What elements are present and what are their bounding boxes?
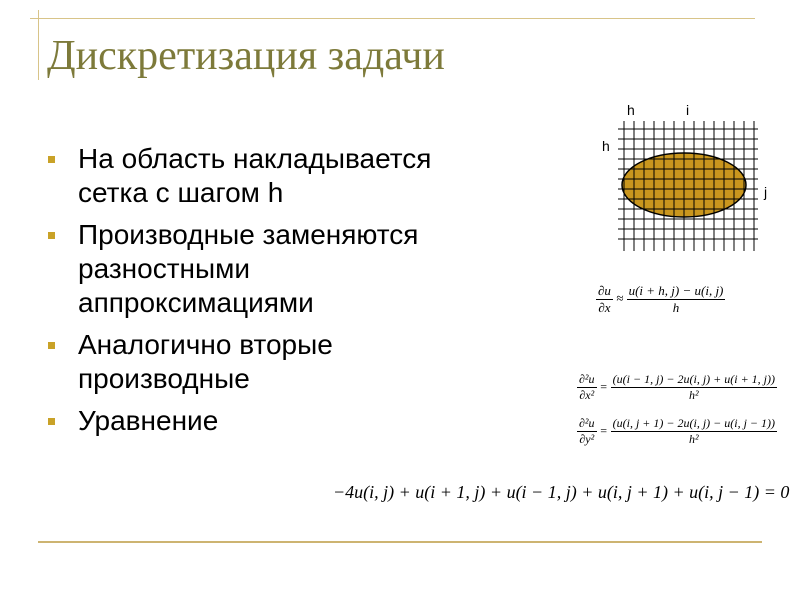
fraction [611,416,777,447]
formula-equation: −4u(i, j) + u(i + 1, j) + u(i − 1, j) + u(i, j + 1) + u(i, j − 1) = 0 [333,482,790,502]
grid-label-i: i [686,102,690,118]
bullet-text: На область накладывается сетка с шагом h [78,143,432,208]
bullet-square-icon [48,418,55,425]
denominator: ∂y² [579,432,595,446]
grid-label-h-top: h [627,102,635,118]
denominator: h [672,300,680,315]
fraction [596,283,613,316]
numerator: ∂²u [579,416,595,430]
bullet-item [48,142,518,210]
top-rule [30,18,755,19]
bullet-item [48,404,518,438]
formula-first-derivative [596,283,725,316]
fraction [577,372,597,403]
denominator: ∂x² [579,388,595,402]
bullet-square-icon [48,156,55,163]
numerator: (u(i, j + 1) − 2u(i, j) − u(i, j − 1)) [612,416,776,430]
denominator: h² [689,432,699,446]
bullet-item [48,328,518,396]
formula-second-y [577,416,777,447]
numerator: ∂u [598,283,611,298]
fraction [611,372,777,403]
fraction [627,283,726,316]
equals-sign: = [599,423,608,438]
denominator: h² [689,388,699,402]
denominator: ∂x [598,300,611,315]
bullet-text: Уравнение [78,405,219,436]
approx-sign: ≈ [616,290,624,306]
fraction [577,416,597,447]
numerator: u(i + h, j) − u(i, j) [628,283,724,298]
slide-title: Дискретизация задачи [47,33,445,79]
bullet-square-icon [48,342,55,349]
numerator: ∂²u [579,372,595,386]
bullet-list [48,142,518,446]
grid-label-j: j [764,184,768,200]
left-accent-line [38,10,39,80]
grid-diagram [600,95,780,255]
equals-sign: = [599,379,608,394]
bullet-item [48,218,518,320]
bullet-text: Производные заменяются разностными аппроксимациями [78,219,419,318]
bottom-rule [38,541,762,543]
bullet-square-icon [48,232,55,239]
formula-second-x [577,372,777,403]
grid-label-h-left: h [602,138,610,154]
numerator: (u(i − 1, j) − 2u(i, j) + u(i + 1, j)) [612,372,776,386]
bullet-text: Аналогично вторые производные [78,329,333,394]
